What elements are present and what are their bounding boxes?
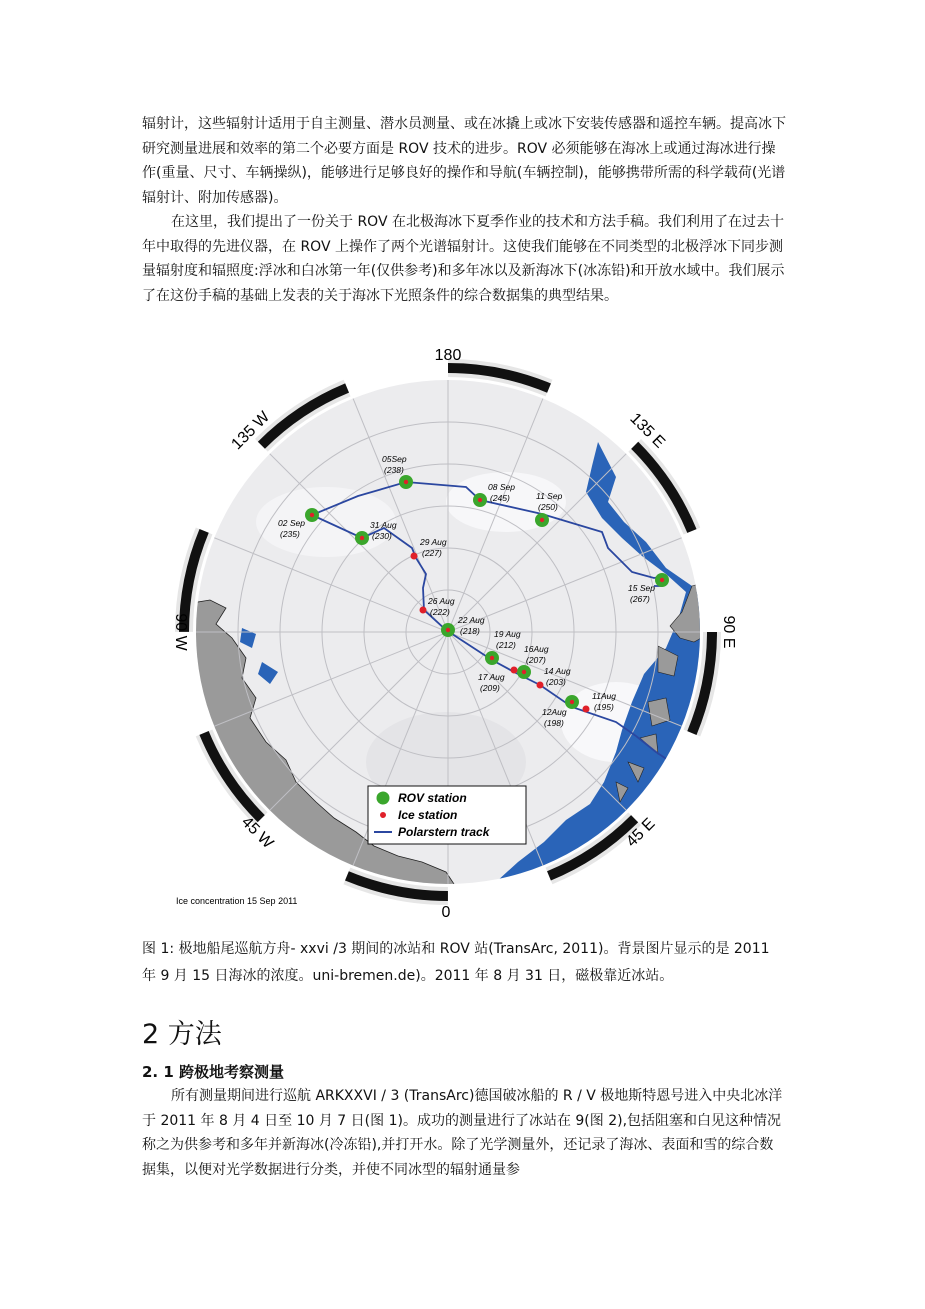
station-day: (230) (372, 531, 392, 541)
station-date: 14 Aug (544, 666, 571, 676)
section-heading: 2 方法 (142, 1019, 222, 1050)
station-day: (238) (384, 465, 404, 475)
station-date: 16Aug (524, 644, 549, 654)
station-day: (209) (480, 683, 500, 693)
label-180: 180 (434, 347, 462, 364)
label-45e: 45 E (623, 815, 659, 851)
station-date: 08 Sep (488, 482, 515, 492)
station-date: 02 Sep (278, 518, 305, 528)
legend-ice-icon (380, 812, 386, 818)
intro-paragraph-1: 辐射计，这些辐射计适用于自主测量、潜水员测量、或在冰撬上或冰下安装传感器和遥控车辆。提高冰下研究测量进展和效率的第二个必要方面是 ROV 技术的进步。ROV 必须能够在海冰上或通过海冰进行操作(重量、尺寸、车辆操纵)，能够进行足够良好的操作和导航(车辆控制)，能够携带所需的科学载荷(光谱辐射计、附加传感器)。 (142, 116, 786, 206)
section-body: 所有测量期间进行巡航 ARKXXVI / 3 (TransArc)德国破冰船的 R / V 极地斯特恩号进入中央北冰洋于 2011 年 8 月 4 日至 10 月 7 日(图 1)。成功的测量进行了冰站在 9(图 2),包括阻塞和白见这种情况称之为供参考和多年并新海冰(冷冻铅),并打开水。除了光学测量外，还记录了海冰、表面和雪的综合数据集，以便对光学数据进行分类，并使不同冰型的辐射通量参 (142, 1088, 783, 1178)
label-90e: 90 E (720, 615, 737, 649)
station-day: (203) (546, 677, 566, 687)
station-date: 17 Aug (478, 672, 505, 682)
station-date: 11 Sep (536, 491, 563, 501)
station-day: (222) (430, 607, 450, 617)
label-45w: 45 W (237, 813, 277, 853)
station-day: (250) (538, 502, 558, 512)
label-0: 0 (441, 904, 451, 921)
station-date: 05Sep (382, 454, 407, 464)
station-day: (267) (630, 594, 650, 604)
station-day: (212) (496, 640, 516, 650)
station-day: (195) (594, 702, 614, 712)
label-135e: 135 E (626, 410, 668, 452)
legend-rov-icon (377, 792, 390, 805)
station-date: 15 Sep (628, 583, 655, 593)
map-footnote: Ice concentration 15 Sep 2011 (176, 896, 298, 906)
station-date: 31 Aug (370, 520, 397, 530)
station-date: 22 Aug (458, 615, 485, 625)
legend-ice-label: Ice station (398, 808, 458, 822)
map-legend (368, 786, 526, 844)
arctic-map-figure (146, 342, 750, 924)
intro-paragraph-2: 在这里，我们提出了一份关于 ROV 在北极海冰下夏季作业的技术和方法手稿。我们利用了在过去十年中取得的先进仪器，在 ROV 上操作了两个光谱辐射计。这使我们能够在不同类型的北极浮冰下同步测量辐射度和辐照度:浮冰和白冰第一年(仅供参考)和多年冰以及新海冰下(冰冻铅)和开放水域中。我们展示了在这份手稿的基础上发表的关于海冰下光照条件的综合数据集的典型结果。 (142, 214, 785, 304)
station-day: (227) (422, 548, 442, 558)
station-date: 12Aug (542, 707, 567, 717)
station-date: 29 Aug (420, 537, 447, 547)
station-date: 19 Aug (494, 629, 521, 639)
station-marker (420, 607, 427, 614)
legend-rov-label: ROV station (398, 791, 467, 805)
station-day: (245) (490, 493, 510, 503)
station-day: (235) (280, 529, 300, 539)
legend-track-label: Polarstern track (398, 825, 490, 839)
station-marker (583, 706, 590, 713)
station-day: (207) (526, 655, 546, 665)
station-date: 26 Aug (428, 596, 455, 606)
station-day: (218) (460, 626, 480, 636)
figure-caption: 图 1: 极地船尾巡航方舟- xxvi /3 期间的冰站和 ROV 站(TransArc, 2011)。背景图片显示的是 2011 年 9 月 15 日海冰的浓度。uni-bremen.de)。2011 年 8 月 31 日，磁极靠近冰站。 (142, 941, 770, 984)
station-marker (411, 553, 418, 560)
station-marker (511, 667, 518, 674)
station-marker (537, 682, 544, 689)
station-date: 11Aug (592, 691, 616, 701)
station-day: (198) (544, 718, 564, 728)
label-135w: 135 W (228, 408, 274, 454)
label-90w: 90 W (172, 613, 189, 651)
subsection-heading: 2. 1 跨极地考察测量 (142, 1063, 285, 1081)
